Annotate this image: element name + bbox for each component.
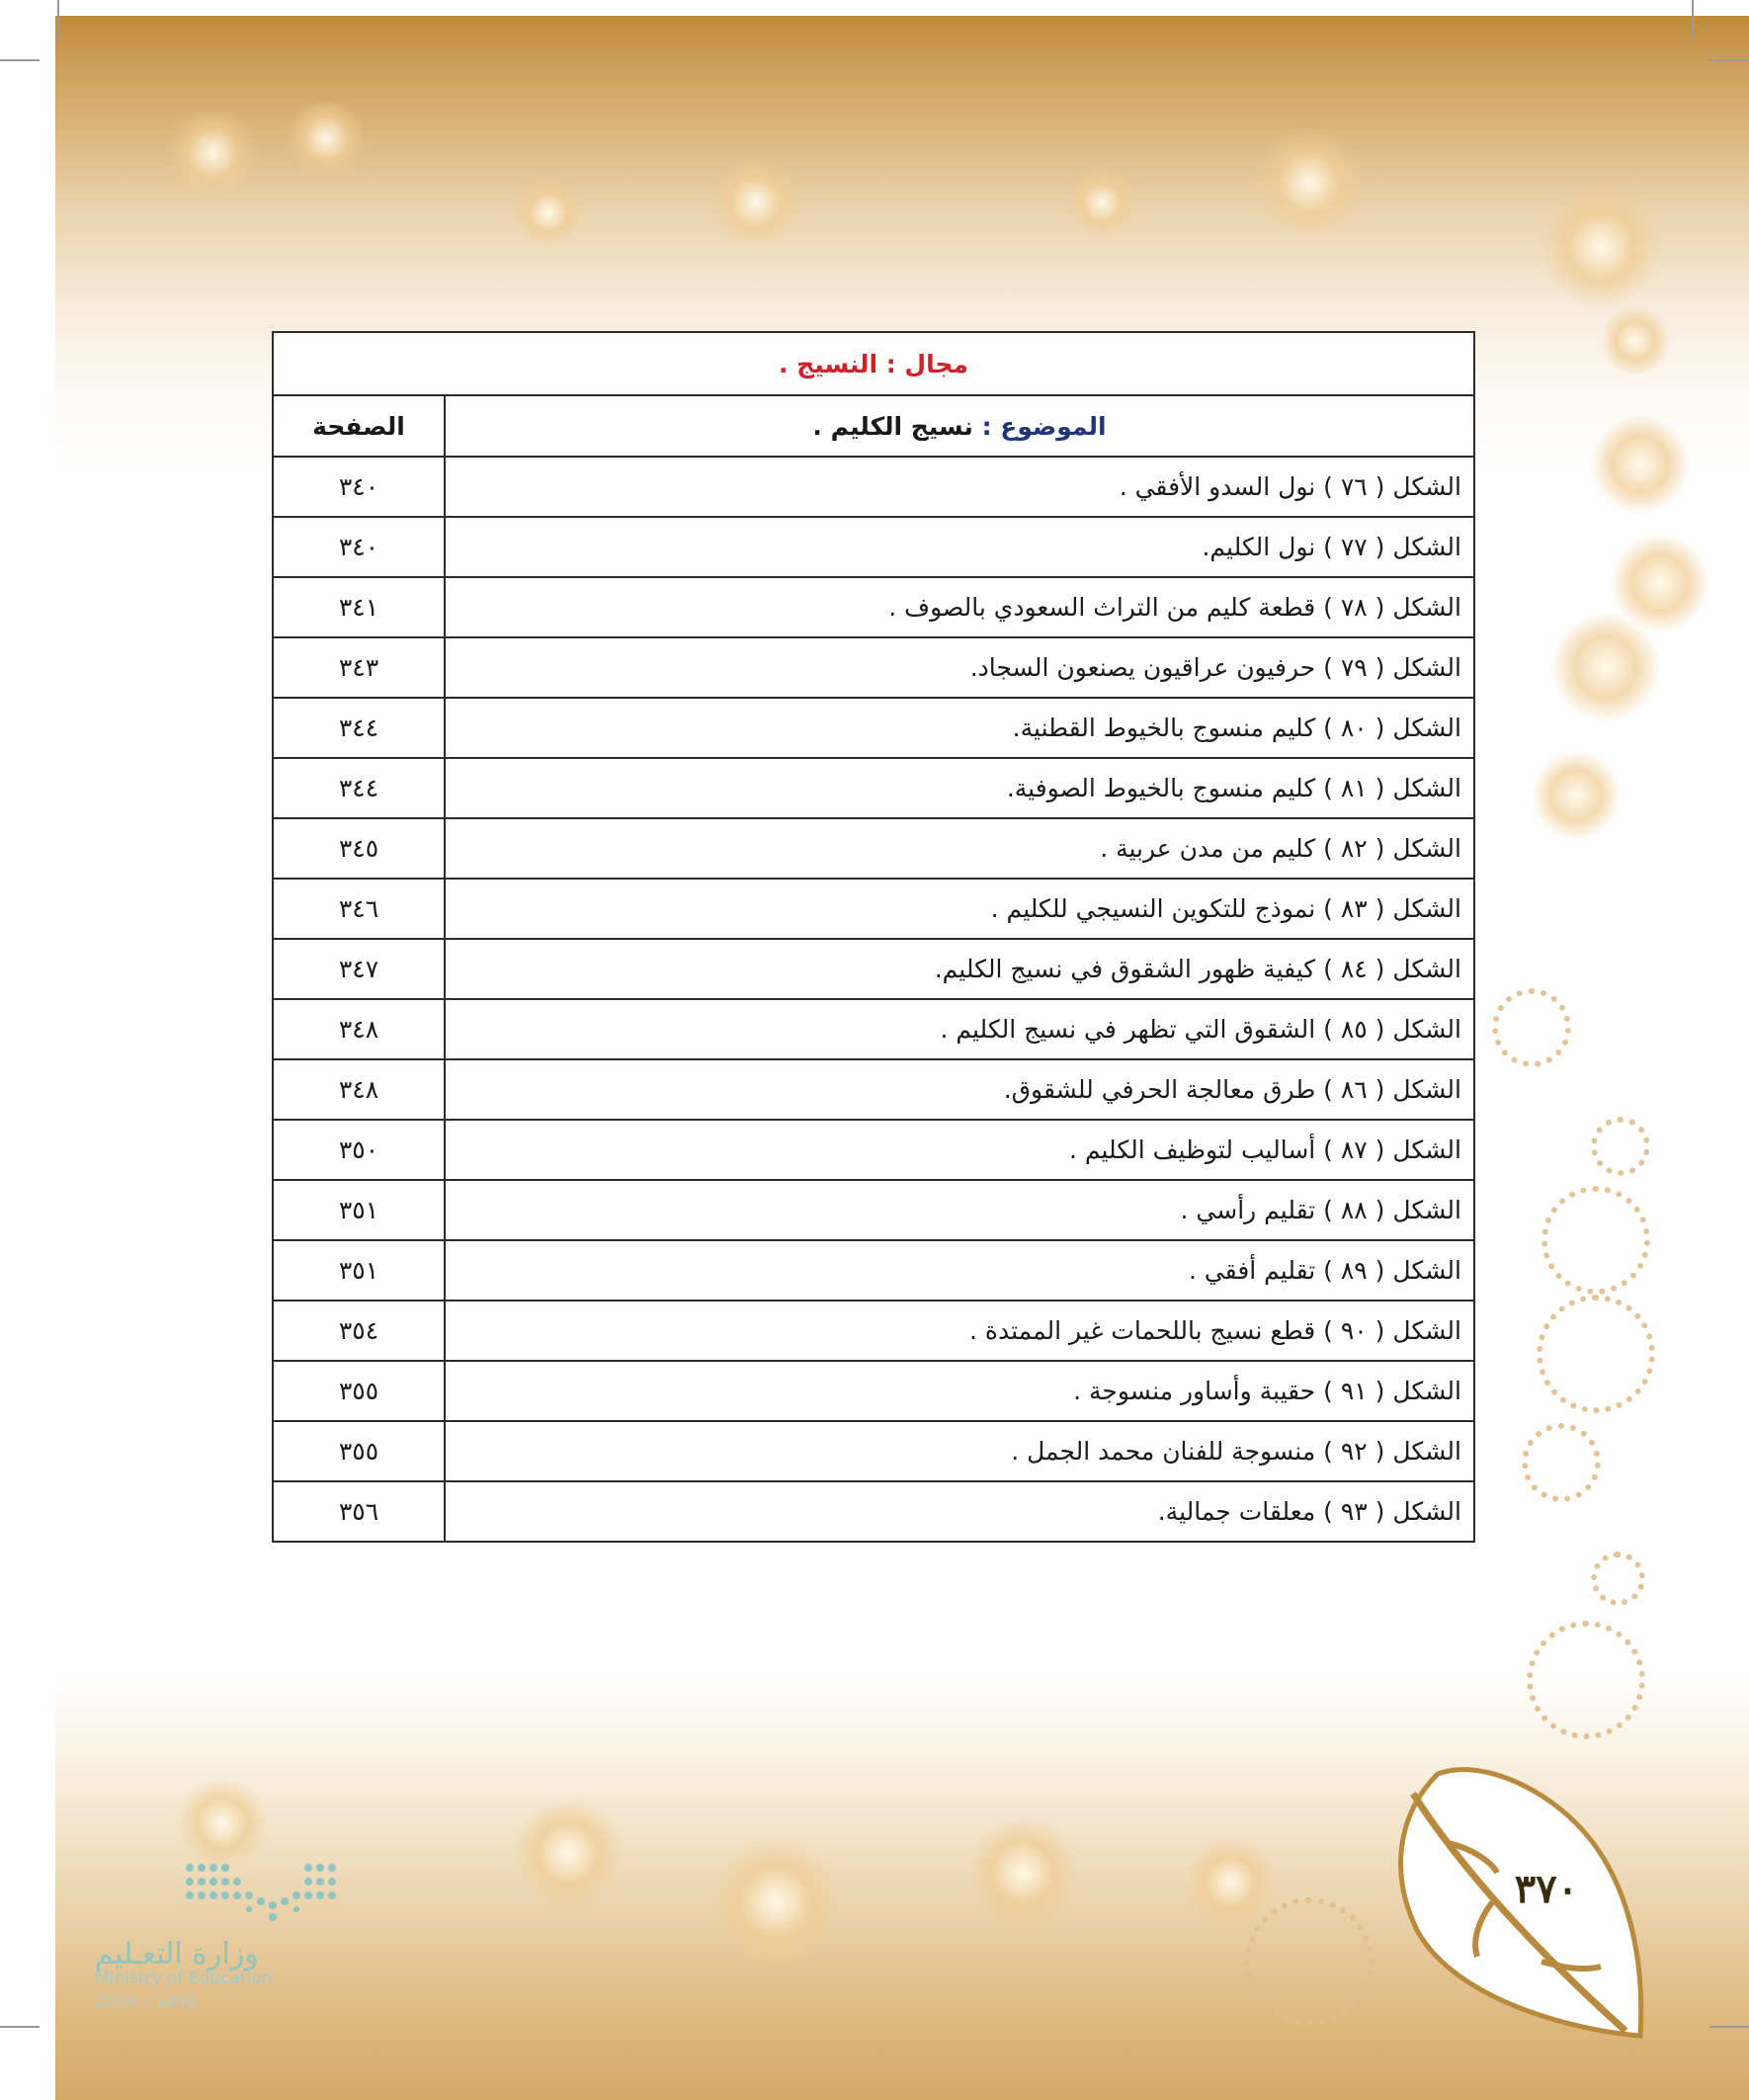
table-row	[273, 818, 1474, 879]
table-row	[273, 1120, 1474, 1180]
figure-caption: الشكل ( ٩١ ) حقيبة وأساور منسوجة .	[445, 1361, 1474, 1421]
table-body	[273, 457, 1474, 1542]
subject-value: نسيج الكليم .	[812, 411, 973, 441]
page-number-cell: ٣٤٠	[273, 457, 445, 517]
figure-caption: الشكل ( ٨٤ ) كيفية ظهور الشقوق في نسيج الكليم.	[445, 939, 1474, 999]
table-row	[273, 577, 1474, 637]
figure-caption: الشكل ( ٧٩ ) حرفيون عراقيون يصنعون السجاد.	[445, 637, 1474, 698]
subject-title	[445, 395, 1474, 457]
page-number: ٣٧٠	[1514, 1866, 1579, 1912]
ministry-english-name: Ministry of Education	[95, 1969, 273, 1988]
figure-caption: الشكل ( ٨٥ ) الشقوق التي تظهر في نسيج الكليم .	[445, 999, 1474, 1059]
figure-caption: الشكل ( ٨٦ ) طرق معالجة الحرفي للشقوق.	[445, 1059, 1474, 1120]
figure-caption: الشكل ( ٨٣ ) نموذج للتكوين النسيجي للكليم .	[445, 879, 1474, 939]
figure-caption: الشكل ( ٧٧ ) نول الكليم.	[445, 517, 1474, 577]
page-number-cell: ٣٥٤	[273, 1301, 445, 1361]
ministry-logo-icon	[180, 1858, 348, 1927]
page-number-cell: ٣٤٤	[273, 758, 445, 818]
table-row	[273, 1301, 1474, 1361]
figure-caption: الشكل ( ٩٢ ) منسوجة للفنان محمد الجمل .	[445, 1421, 1474, 1481]
table-row	[273, 758, 1474, 818]
page-number-cell: ٣٤٨	[273, 1059, 445, 1120]
table-row	[273, 939, 1474, 999]
page-number-cell: ٣٥١	[273, 1240, 445, 1301]
page-number-cell: ٣٤٣	[273, 637, 445, 698]
page-number-cell: ٣٥٦	[273, 1481, 445, 1542]
figure-caption: الشكل ( ٨٢ ) كليم من مدن عربية .	[445, 818, 1474, 879]
page-number-cell: ٣٥١	[273, 1180, 445, 1240]
page-number-cell: ٣٤٥	[273, 818, 445, 879]
page-number-cell: ٣٤٧	[273, 939, 445, 999]
domain-row	[273, 332, 1474, 395]
figure-caption: الشكل ( ٨٠ ) كليم منسوج بالخيوط القطنية.	[445, 698, 1474, 758]
page-column-header: الصفحة	[273, 395, 445, 457]
figure-caption: الشكل ( ٧٨ ) قطعة كليم من التراث السعودي بالصوف .	[445, 577, 1474, 637]
figure-caption: الشكل ( ٨٩ ) تقليم أفقي .	[445, 1240, 1474, 1301]
table-row	[273, 637, 1474, 698]
table-row	[273, 879, 1474, 939]
figure-caption: الشكل ( ٨١ ) كليم منسوج بالخيوط الصوفية.	[445, 758, 1474, 818]
figure-caption: الشكل ( ٨٨ ) تقليم رأسي .	[445, 1180, 1474, 1240]
figure-caption: الشكل ( ٩٠ ) قطع نسيج باللحمات غير الممتدة .	[445, 1301, 1474, 1361]
page-number-cell: ٣٤١	[273, 577, 445, 637]
figure-caption: الشكل ( ٧٦ ) نول السدو الأفقي .	[445, 457, 1474, 517]
page-number-cell: ٣٤٤	[273, 698, 445, 758]
figures-index-table	[272, 331, 1475, 1543]
page-number-cell: ٣٤٦	[273, 879, 445, 939]
table-row	[273, 517, 1474, 577]
ministry-arabic-name: وزارة التعـليم	[95, 1937, 259, 1972]
table-row	[273, 1481, 1474, 1542]
table-row	[273, 1421, 1474, 1481]
page-number-cell: ٣٤٨	[273, 999, 445, 1059]
subject-label: الموضوع :	[981, 411, 1107, 441]
page-number-cell: ٣٥٥	[273, 1421, 445, 1481]
domain-title: مجال : النسيج .	[273, 332, 1474, 395]
page-number-cell: ٣٥٠	[273, 1120, 445, 1180]
figure-caption: الشكل ( ٩٣ ) معلقات جمالية.	[445, 1481, 1474, 1542]
table-row	[273, 999, 1474, 1059]
figure-caption: الشكل ( ٨٧ ) أساليب لتوظيف الكليم .	[445, 1120, 1474, 1180]
ministry-year: 2024 - 1446	[95, 1992, 198, 2012]
table-row	[273, 1059, 1474, 1120]
table-row	[273, 457, 1474, 517]
page-number-cell: ٣٥٥	[273, 1361, 445, 1421]
page-number-cell: ٣٤٠	[273, 517, 445, 577]
table-row	[273, 1180, 1474, 1240]
table-row	[273, 698, 1474, 758]
header-row	[273, 395, 1474, 457]
table-row	[273, 1361, 1474, 1421]
table-row	[273, 1240, 1474, 1301]
